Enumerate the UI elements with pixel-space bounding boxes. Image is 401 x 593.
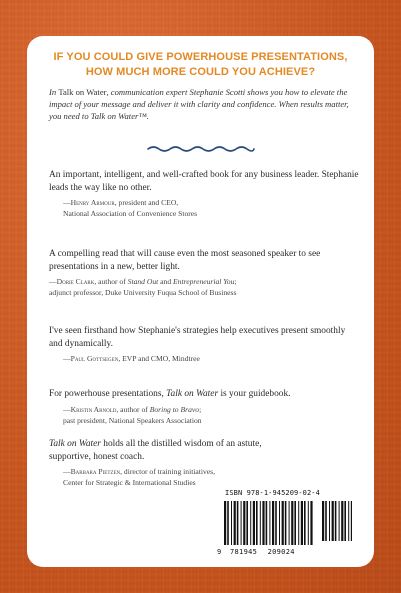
barcode-bar xyxy=(348,501,349,541)
barcode-bar xyxy=(298,501,299,545)
barcode-bar xyxy=(291,501,293,545)
barcode-bar xyxy=(241,501,242,545)
quote-attribution xyxy=(49,197,359,219)
barcode-bar xyxy=(329,501,330,541)
barcode-bar xyxy=(243,501,245,545)
barcode-bar xyxy=(341,501,343,541)
quote-author-org: adjunct professor, Duke University Fuqua School of Business xyxy=(49,288,237,297)
quote-author-title-and: and xyxy=(158,277,174,286)
quote-author-title-end: ; xyxy=(234,277,237,286)
quote-book-2: Entrepreneurial You xyxy=(173,277,235,286)
barcode-bar xyxy=(269,501,270,545)
headline-line-1: IF YOU COULD GIVE POWERHOUSE PRESENTATIONS, xyxy=(53,51,348,63)
barcode-icon xyxy=(222,501,352,548)
barcode-bar xyxy=(224,501,226,545)
barcode-bar xyxy=(285,501,287,545)
barcode-bar xyxy=(322,501,324,541)
headline xyxy=(27,50,374,80)
barcode-bar xyxy=(304,501,306,545)
barcode-bar xyxy=(266,501,268,545)
quote-book-1: Boring to Bravo xyxy=(149,404,200,414)
isbn-number: ISBN 978-1-945209-02-4 xyxy=(225,489,320,497)
intro-end: Talk on Water™. xyxy=(90,111,149,121)
barcode-bar xyxy=(335,501,337,541)
barcode-bar xyxy=(308,501,309,545)
barcode-bar xyxy=(234,501,236,545)
quote-text-b: is your guidebook. xyxy=(218,389,291,399)
quote-author-title-end: ; xyxy=(199,404,202,414)
quote-attribution xyxy=(49,404,359,426)
quote-author: —Paul Gottsegen xyxy=(63,354,119,363)
quote-author-title: , director of training initiatives, xyxy=(120,467,216,476)
quote-book-1: Stand Out xyxy=(127,277,159,286)
barcode-bar xyxy=(262,501,264,545)
headline-line-2: HOW MUCH MORE COULD YOU ACHIEVE? xyxy=(85,66,316,78)
quote-author: —Dorie Clark xyxy=(49,277,95,286)
barcode-bar xyxy=(301,501,303,545)
wave-divider-icon xyxy=(146,144,256,154)
quote-text xyxy=(49,388,359,401)
quote-text: I've seen firsthand how Stephanie's strategies help executives present smoothly and dynamically. xyxy=(49,326,346,349)
barcode-bar xyxy=(282,501,284,545)
quote-text xyxy=(49,438,299,463)
endorsement-quote-4 xyxy=(49,388,359,426)
barcode-bar xyxy=(332,501,334,541)
quote-text: An important, intelligent, and well-crafted book for any business leader. Stephanie leads the way like no other. xyxy=(49,170,359,193)
ean-first-digit: 9 xyxy=(217,548,222,556)
endorsement-quote-1 xyxy=(49,169,359,219)
quote-text: A compelling read that will cause even the most seasoned speaker to see presentations in a new, better light. xyxy=(49,249,321,272)
intro-in: In xyxy=(49,87,59,97)
barcode-bar xyxy=(275,501,277,545)
quote-attribution xyxy=(49,466,363,488)
barcode-bar xyxy=(246,501,248,545)
barcode-bar xyxy=(250,501,251,545)
quote-author-title: , president and CEO, xyxy=(114,198,179,207)
quote-author: —Barbara Pietzen xyxy=(63,467,121,476)
quote-attribution xyxy=(49,276,359,298)
quote-book: Talk on Water xyxy=(166,389,219,399)
barcode-bar xyxy=(272,501,274,545)
intro-body: , communication expert Stephanie Scotti shows you how to elevate the impact of your message and deliver it with clarity and confidence. When results matter, you need to xyxy=(49,87,349,121)
endorsement-quote-5 xyxy=(49,438,299,488)
intro-paragraph xyxy=(49,86,349,122)
barcode-bar xyxy=(231,501,232,545)
quote-text-b: holds all the distilled wisdom of an astute, supportive, honest coach. xyxy=(49,439,262,462)
quote-author-org: National Association of Convenience Stores xyxy=(63,209,198,218)
barcode-bar xyxy=(237,501,239,545)
barcode-digits xyxy=(217,548,353,556)
ean-group-1: 781945 xyxy=(230,548,258,556)
quote-author-title: , EVP and CMO, Mindtree xyxy=(118,354,200,363)
quote-author: —Kristin Arnold xyxy=(63,404,117,414)
back-cover-card xyxy=(27,36,374,567)
quote-author-org: Center for Strategic & International Studies xyxy=(63,478,196,487)
quote-book: Talk on Water xyxy=(49,439,101,449)
quote-author-title: , author of xyxy=(116,404,150,414)
quote-author-org: past president, National Speakers Association xyxy=(63,415,202,425)
ean-group-2: 209024 xyxy=(267,548,295,556)
quote-text-a: For powerhouse presentations, xyxy=(49,389,167,399)
barcode-bar xyxy=(279,501,280,545)
barcode-bar xyxy=(351,501,352,541)
barcode-bar xyxy=(294,501,296,545)
barcode-bar xyxy=(339,501,340,541)
intro-book-title: Talk on Water xyxy=(58,87,107,97)
barcode-bar xyxy=(260,501,261,545)
endorsement-quote-2 xyxy=(49,248,359,298)
barcode-bar xyxy=(310,501,312,545)
barcode-bar xyxy=(227,501,229,545)
barcode-bar xyxy=(344,501,346,541)
quote-author: —Henry Armour xyxy=(63,198,115,207)
endorsement-quote-3 xyxy=(49,325,359,364)
quote-author-title: , author of xyxy=(94,277,128,286)
barcode-bar xyxy=(289,501,290,545)
quote-attribution xyxy=(49,353,359,364)
barcode-bar xyxy=(256,501,258,545)
barcode-bar xyxy=(325,501,327,541)
barcode-bar xyxy=(253,501,255,545)
